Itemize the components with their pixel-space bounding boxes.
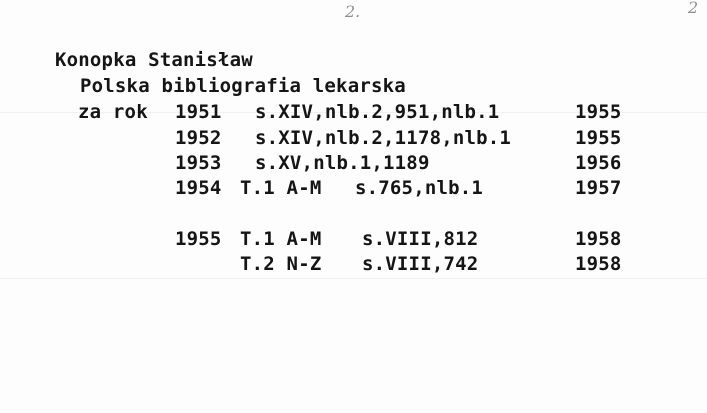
entry-year: 1954 xyxy=(175,177,222,199)
entry-volume: T.1 A-M xyxy=(240,228,322,250)
page-mark-center: 2. xyxy=(345,2,361,21)
entry-prefix: za rok xyxy=(78,101,148,123)
background-rule xyxy=(0,278,707,279)
page-mark-right: 2 xyxy=(688,0,699,17)
entry-description: s.VIII,742 xyxy=(362,253,479,275)
entry-publication-year: 1955 xyxy=(575,127,622,149)
author-name: Konopka Stanisław xyxy=(55,49,253,71)
entry-publication-year: 1956 xyxy=(575,152,622,174)
entry-description: s.XIV,nlb.2,951,nlb.1 xyxy=(255,101,500,123)
entry-description: s.765,nlb.1 xyxy=(355,177,484,199)
entry-publication-year: 1955 xyxy=(575,101,622,123)
entry-year: 1951 xyxy=(175,101,222,123)
entry-volume: T.1 A-M xyxy=(240,177,322,199)
entry-year: 1952 xyxy=(175,127,222,149)
entry-year: 1953 xyxy=(175,152,222,174)
entry-publication-year: 1957 xyxy=(575,177,622,199)
entry-publication-year: 1958 xyxy=(575,228,622,250)
publication-title: Polska bibliografia lekarska xyxy=(80,75,406,97)
entry-description: s.VIII,812 xyxy=(362,228,479,250)
entry-description: s.XIV,nlb.2,1178,nlb.1 xyxy=(255,127,512,149)
entry-year: 1955 xyxy=(175,228,222,250)
entry-publication-year: 1958 xyxy=(575,253,622,275)
entry-volume: T.2 N-Z xyxy=(240,253,322,275)
entry-description: s.XV,nlb.1,1189 xyxy=(255,152,430,174)
